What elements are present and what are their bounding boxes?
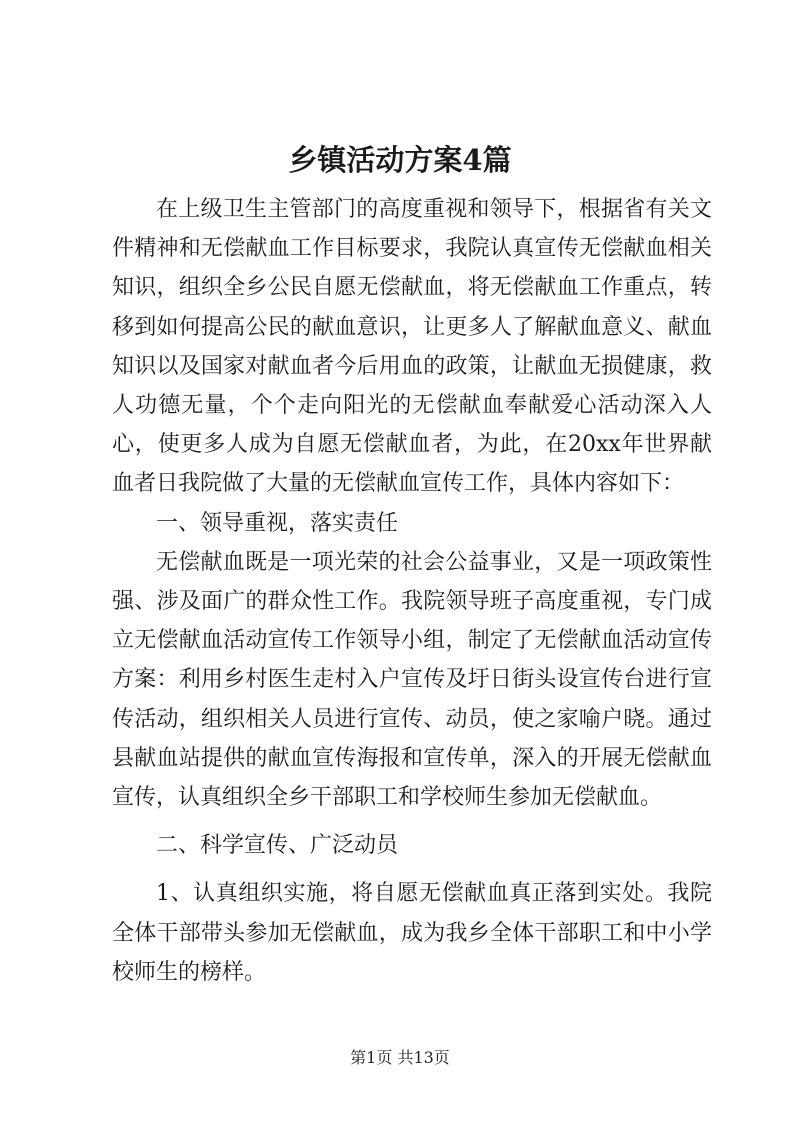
page-footer: 第1页 共13页	[350, 1048, 450, 1067]
paragraph-section-1: 无偿献血既是一项光荣的社会公益事业，又是一项政策性强、涉及面广的群众性工作。我院领导班子高度重视，专门成立无偿献血活动宣传工作领导小组，制定了无偿献血活动宣传方案：利用乡村医生走村入户宣传及圩日街头设宣传台进行宣传活动，组织相关人员进行宣传、动员，使之家喻户晓。通过县献血站提供的献血宣传海报和宣传单，深入的开展无偿献血宣传，认真组织全乡干部职工和学校师生参加无偿献血。	[112, 549, 712, 811]
paragraph-intro: 在上级卫生主管部门的高度重视和领导下，根据省有关文件精神和无偿献血工作目标要求，我院认真宣传无偿献血相关知识，组织全乡公民自愿无偿献血，将无偿献血工作重点，转移到如何提高公民的献血意识，让更多人了解献血意义、献血知识以及国家对献血者今后用血的政策，让献血无损健康，救人功德无量，个个走向阳光的无偿献血奉献爱心活动深入人心，使更多人成为自愿无偿献血者，为此，在20xx年世界献血者日我院做了大量的无偿献血宣传工作，具体内容如下：	[112, 197, 712, 497]
section-heading-1: 一、领导重视，落实责任	[156, 510, 399, 536]
section-heading-2: 二、科学宣传、广泛动员	[156, 833, 399, 859]
document-title: 乡镇活动方案4篇	[288, 143, 512, 177]
paragraph-item-1: 1、认真组织实施，将自愿无偿献血真正落到实处。我院全体干部带头参加无偿献血，成为我乡全体干部职工和中小学校师生的榜样。	[112, 881, 712, 985]
document-body	[112, 190, 712, 992]
